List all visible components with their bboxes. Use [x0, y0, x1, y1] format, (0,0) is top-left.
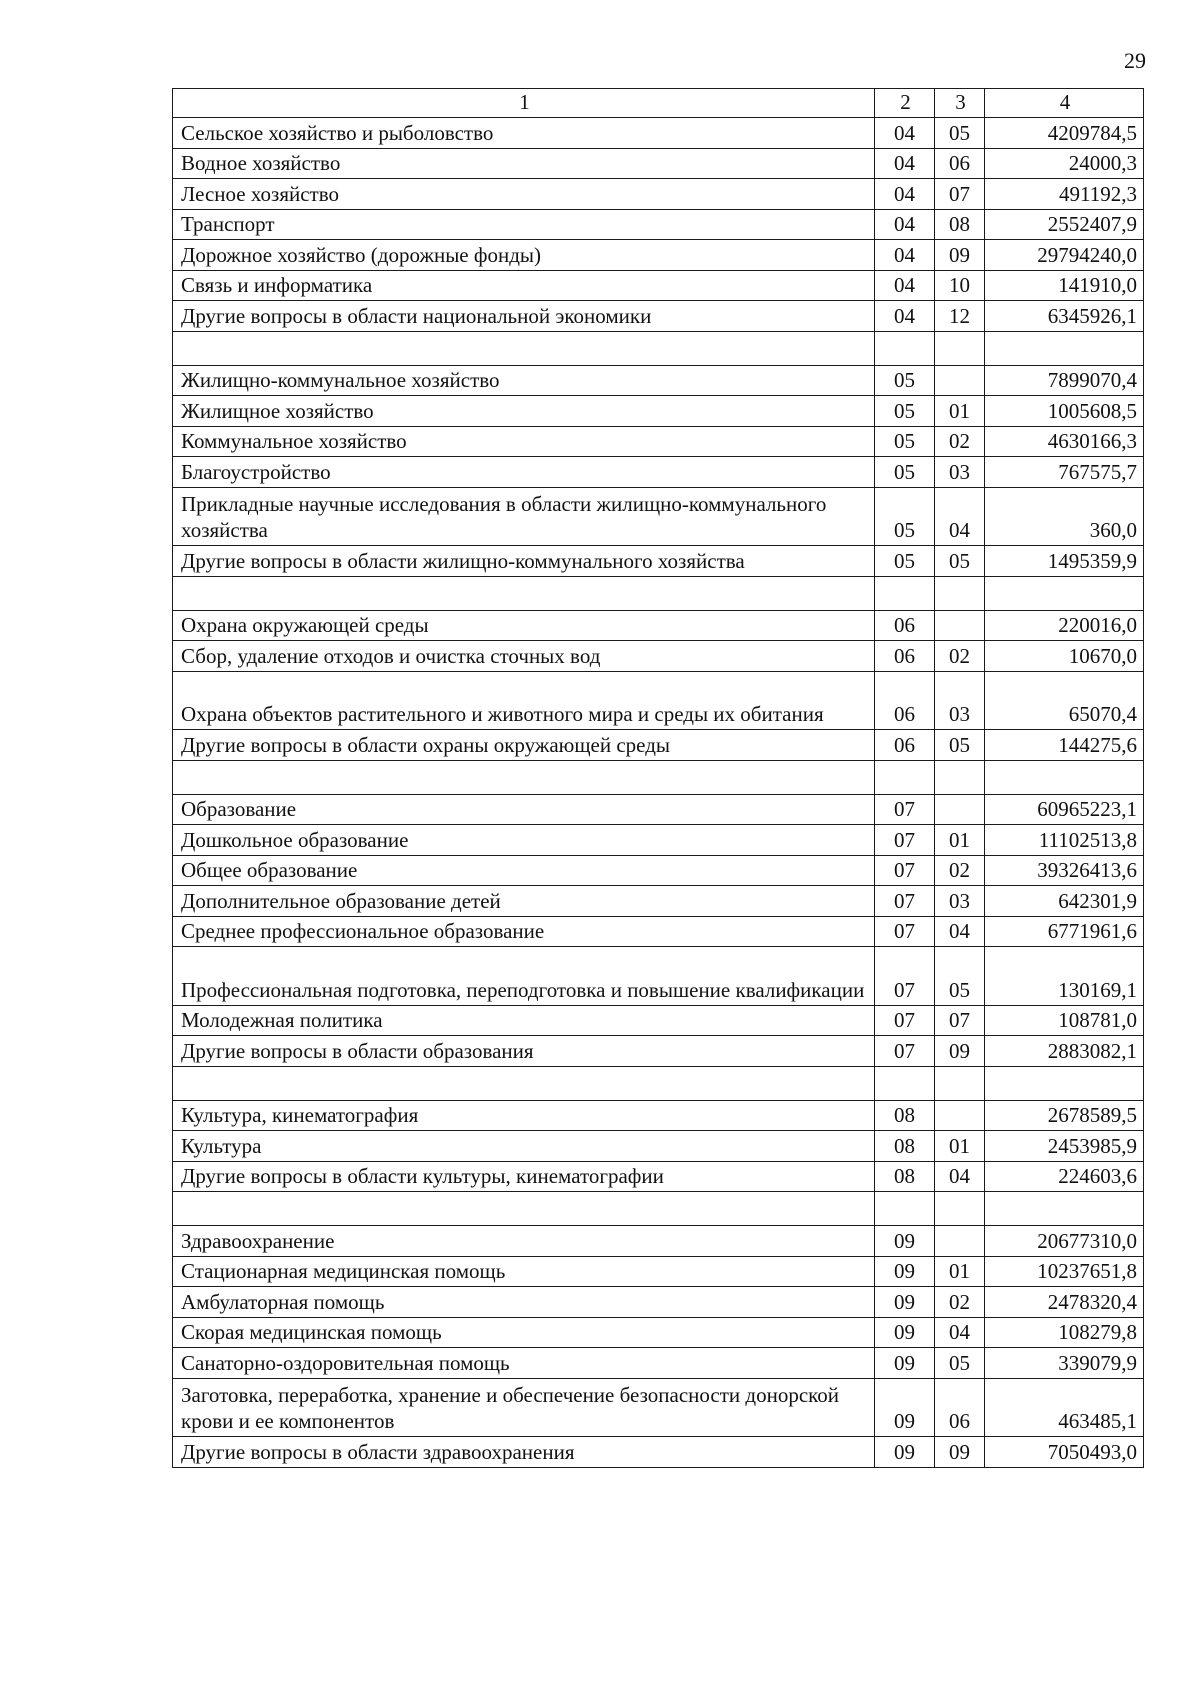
budget-table-body: [173, 89, 1144, 1468]
table-row: [173, 730, 1144, 761]
row-subsection-code-cell: 12: [935, 301, 985, 332]
empty-cell: [173, 760, 875, 794]
table-row: [173, 610, 1144, 641]
row-section-code-cell: 05: [875, 457, 935, 488]
row-amount-cell: 360,0: [985, 487, 1144, 546]
empty-cell: [173, 1066, 875, 1100]
row-amount-cell: 39326413,6: [985, 855, 1144, 886]
row-amount-cell: 29794240,0: [985, 240, 1144, 271]
table-row: [173, 1226, 1144, 1257]
table-row: [173, 641, 1144, 672]
row-amount-cell: 2552407,9: [985, 209, 1144, 240]
row-amount-cell: 108279,8: [985, 1317, 1144, 1348]
row-subsection-code-cell: 01: [935, 1131, 985, 1162]
row-section-code-cell: 05: [875, 546, 935, 577]
row-amount-cell: 6345926,1: [985, 301, 1144, 332]
row-section-code-cell: 07: [875, 947, 935, 1006]
table-header-row: [173, 89, 1144, 118]
row-section-code-cell: 09: [875, 1378, 935, 1437]
table-row: [173, 794, 1144, 825]
empty-cell: [935, 760, 985, 794]
row-section-code-cell: 07: [875, 1036, 935, 1067]
row-amount-cell: 65070,4: [985, 671, 1144, 730]
table-row: [173, 1437, 1144, 1468]
row-amount-cell: 642301,9: [985, 886, 1144, 917]
table-row: [173, 1348, 1144, 1379]
empty-cell: [985, 1192, 1144, 1226]
row-section-code-cell: 09: [875, 1437, 935, 1468]
table-row: [173, 487, 1144, 546]
row-name-cell: Жилищное хозяйство: [173, 396, 875, 427]
row-section-code-cell: 06: [875, 610, 935, 641]
row-subsection-code-cell: 01: [935, 825, 985, 856]
row-section-code-cell: 04: [875, 118, 935, 149]
row-name-cell: Культура: [173, 1131, 875, 1162]
row-subsection-code-cell: 03: [935, 457, 985, 488]
row-amount-cell: 767575,7: [985, 457, 1144, 488]
row-name-cell: Транспорт: [173, 209, 875, 240]
row-section-code-cell: 06: [875, 730, 935, 761]
row-subsection-code-cell: 02: [935, 855, 985, 886]
row-name-cell: Другие вопросы в области национальной экономики: [173, 301, 875, 332]
row-amount-cell: 10670,0: [985, 641, 1144, 672]
row-name-cell: Профессиональная подготовка, переподготовка и повышение квалификации: [173, 947, 875, 1006]
row-subsection-code-cell: 03: [935, 671, 985, 730]
row-section-code-cell: 04: [875, 209, 935, 240]
row-name-cell: Водное хозяйство: [173, 148, 875, 179]
empty-cell: [985, 576, 1144, 610]
table-row: [173, 1100, 1144, 1131]
row-amount-cell: 130169,1: [985, 947, 1144, 1006]
row-section-code-cell: 04: [875, 301, 935, 332]
row-subsection-code-cell: 07: [935, 179, 985, 210]
row-subsection-code-cell: 05: [935, 1348, 985, 1379]
row-section-code-cell: 07: [875, 825, 935, 856]
row-name-cell: Общее образование: [173, 855, 875, 886]
row-name-cell: Жилищно-коммунальное хозяйство: [173, 365, 875, 396]
row-section-code-cell: 05: [875, 426, 935, 457]
table-row: [173, 240, 1144, 271]
row-name-cell: Дошкольное образование: [173, 825, 875, 856]
row-name-cell: Благоустройство: [173, 457, 875, 488]
empty-cell: [173, 1192, 875, 1226]
empty-cell: [875, 1192, 935, 1226]
row-subsection-code-cell: [935, 794, 985, 825]
header-cell-amount: 4: [985, 89, 1144, 118]
row-section-code-cell: 04: [875, 240, 935, 271]
row-amount-cell: 4209784,5: [985, 118, 1144, 149]
row-subsection-code-cell: 06: [935, 1378, 985, 1437]
empty-cell: [875, 1066, 935, 1100]
row-name-cell: Среднее профессиональное образование: [173, 916, 875, 947]
row-subsection-code-cell: [935, 1100, 985, 1131]
row-section-code-cell: 05: [875, 487, 935, 546]
table-spacer-row: [173, 760, 1144, 794]
row-name-cell: Дополнительное образование детей: [173, 886, 875, 917]
row-amount-cell: 11102513,8: [985, 825, 1144, 856]
table-spacer-row: [173, 1192, 1144, 1226]
row-amount-cell: 1495359,9: [985, 546, 1144, 577]
table-row: [173, 1005, 1144, 1036]
row-section-code-cell: 09: [875, 1226, 935, 1257]
table-row: [173, 426, 1144, 457]
empty-cell: [875, 576, 935, 610]
header-cell-subsection: 3: [935, 89, 985, 118]
table-row: [173, 947, 1144, 1006]
table-row: [173, 1378, 1144, 1437]
row-section-code-cell: 05: [875, 396, 935, 427]
row-amount-cell: 2678589,5: [985, 1100, 1144, 1131]
row-amount-cell: 24000,3: [985, 148, 1144, 179]
empty-cell: [875, 760, 935, 794]
row-subsection-code-cell: 05: [935, 730, 985, 761]
table-row: [173, 457, 1144, 488]
table-row: [173, 1161, 1144, 1192]
row-name-cell: Другие вопросы в области образования: [173, 1036, 875, 1067]
row-section-code-cell: 04: [875, 148, 935, 179]
row-subsection-code-cell: 02: [935, 426, 985, 457]
table-row: [173, 301, 1144, 332]
table-row: [173, 209, 1144, 240]
row-subsection-code-cell: 05: [935, 947, 985, 1006]
row-section-code-cell: 06: [875, 671, 935, 730]
row-subsection-code-cell: 04: [935, 487, 985, 546]
row-amount-cell: 4630166,3: [985, 426, 1144, 457]
row-name-cell: Амбулаторная помощь: [173, 1287, 875, 1318]
row-amount-cell: 7899070,4: [985, 365, 1144, 396]
row-section-code-cell: 04: [875, 270, 935, 301]
table-row: [173, 179, 1144, 210]
row-amount-cell: 463485,1: [985, 1378, 1144, 1437]
row-subsection-code-cell: 04: [935, 1317, 985, 1348]
row-subsection-code-cell: 09: [935, 1036, 985, 1067]
row-section-code-cell: 07: [875, 1005, 935, 1036]
row-amount-cell: 144275,6: [985, 730, 1144, 761]
table-row: [173, 886, 1144, 917]
empty-cell: [985, 331, 1144, 365]
row-subsection-code-cell: [935, 1226, 985, 1257]
table-row: [173, 1256, 1144, 1287]
header-cell-section: 2: [875, 89, 935, 118]
table-row: [173, 270, 1144, 301]
row-amount-cell: 2453985,9: [985, 1131, 1144, 1162]
table-row: [173, 546, 1144, 577]
header-cell-name: 1: [173, 89, 875, 118]
row-name-cell: Сбор, удаление отходов и очистка сточных вод: [173, 641, 875, 672]
row-name-cell: Связь и информатика: [173, 270, 875, 301]
table-row: [173, 365, 1144, 396]
row-section-code-cell: 07: [875, 855, 935, 886]
row-subsection-code-cell: 07: [935, 1005, 985, 1036]
row-section-code-cell: 06: [875, 641, 935, 672]
row-subsection-code-cell: [935, 365, 985, 396]
row-subsection-code-cell: 08: [935, 209, 985, 240]
table-row: [173, 671, 1144, 730]
row-subsection-code-cell: 10: [935, 270, 985, 301]
row-subsection-code-cell: 05: [935, 118, 985, 149]
row-section-code-cell: 04: [875, 179, 935, 210]
row-amount-cell: 1005608,5: [985, 396, 1144, 427]
row-subsection-code-cell: 01: [935, 396, 985, 427]
table-spacer-row: [173, 1066, 1144, 1100]
row-name-cell: Культура, кинематография: [173, 1100, 875, 1131]
empty-cell: [935, 1192, 985, 1226]
empty-cell: [173, 576, 875, 610]
row-section-code-cell: 05: [875, 365, 935, 396]
empty-cell: [173, 331, 875, 365]
row-name-cell: Молодежная политика: [173, 1005, 875, 1036]
row-section-code-cell: 09: [875, 1348, 935, 1379]
table-row: [173, 396, 1144, 427]
table-row: [173, 148, 1144, 179]
empty-cell: [985, 760, 1144, 794]
empty-cell: [935, 1066, 985, 1100]
table-row: [173, 118, 1144, 149]
row-name-cell: Другие вопросы в области охраны окружающей среды: [173, 730, 875, 761]
row-name-cell: Скорая медицинская помощь: [173, 1317, 875, 1348]
row-amount-cell: 2883082,1: [985, 1036, 1144, 1067]
empty-cell: [935, 576, 985, 610]
table-row: [173, 825, 1144, 856]
empty-cell: [935, 331, 985, 365]
row-section-code-cell: 07: [875, 916, 935, 947]
row-subsection-code-cell: [935, 610, 985, 641]
row-name-cell: Стационарная медицинская помощь: [173, 1256, 875, 1287]
table-spacer-row: [173, 576, 1144, 610]
row-name-cell: Здравоохранение: [173, 1226, 875, 1257]
row-subsection-code-cell: 03: [935, 886, 985, 917]
row-name-cell: Образование: [173, 794, 875, 825]
row-section-code-cell: 09: [875, 1287, 935, 1318]
row-subsection-code-cell: 02: [935, 1287, 985, 1318]
row-subsection-code-cell: 06: [935, 148, 985, 179]
row-name-cell: Другие вопросы в области здравоохранения: [173, 1437, 875, 1468]
row-section-code-cell: 09: [875, 1256, 935, 1287]
row-name-cell: Охрана окружающей среды: [173, 610, 875, 641]
row-subsection-code-cell: 02: [935, 641, 985, 672]
row-name-cell: Заготовка, переработка, хранение и обеспечение безопасности донорской крови и ее компонентов: [173, 1378, 875, 1437]
row-name-cell: Санаторно-оздоровительная помощь: [173, 1348, 875, 1379]
budget-table: [172, 88, 1144, 1468]
empty-cell: [875, 331, 935, 365]
table-row: [173, 1287, 1144, 1318]
row-name-cell: Другие вопросы в области культуры, кинематографии: [173, 1161, 875, 1192]
row-subsection-code-cell: 09: [935, 240, 985, 271]
row-name-cell: Дорожное хозяйство (дорожные фонды): [173, 240, 875, 271]
row-amount-cell: 339079,9: [985, 1348, 1144, 1379]
table-row: [173, 855, 1144, 886]
table-row: [173, 1131, 1144, 1162]
row-amount-cell: 7050493,0: [985, 1437, 1144, 1468]
row-section-code-cell: 07: [875, 886, 935, 917]
row-amount-cell: 108781,0: [985, 1005, 1144, 1036]
empty-cell: [985, 1066, 1144, 1100]
row-subsection-code-cell: 01: [935, 1256, 985, 1287]
row-subsection-code-cell: 04: [935, 916, 985, 947]
row-amount-cell: 224603,6: [985, 1161, 1144, 1192]
row-amount-cell: 141910,0: [985, 270, 1144, 301]
row-name-cell: Сельское хозяйство и рыболовство: [173, 118, 875, 149]
row-subsection-code-cell: 09: [935, 1437, 985, 1468]
table-spacer-row: [173, 331, 1144, 365]
row-name-cell: Охрана объектов растительного и животного мира и среды их обитания: [173, 671, 875, 730]
table-row: [173, 1036, 1144, 1067]
row-amount-cell: 20677310,0: [985, 1226, 1144, 1257]
row-amount-cell: 220016,0: [985, 610, 1144, 641]
row-section-code-cell: 09: [875, 1317, 935, 1348]
row-amount-cell: 491192,3: [985, 179, 1144, 210]
table-row: [173, 916, 1144, 947]
row-section-code-cell: 08: [875, 1131, 935, 1162]
row-name-cell: Прикладные научные исследования в области жилищно-коммунального хозяйства: [173, 487, 875, 546]
row-amount-cell: 6771961,6: [985, 916, 1144, 947]
row-subsection-code-cell: 05: [935, 546, 985, 577]
row-amount-cell: 2478320,4: [985, 1287, 1144, 1318]
row-section-code-cell: 08: [875, 1161, 935, 1192]
row-amount-cell: 10237651,8: [985, 1256, 1144, 1287]
row-amount-cell: 60965223,1: [985, 794, 1144, 825]
page-number: 29: [1124, 48, 1146, 73]
row-name-cell: Лесное хозяйство: [173, 179, 875, 210]
row-section-code-cell: 08: [875, 1100, 935, 1131]
table-row: [173, 1317, 1144, 1348]
row-subsection-code-cell: 04: [935, 1161, 985, 1192]
row-name-cell: Коммунальное хозяйство: [173, 426, 875, 457]
row-section-code-cell: 07: [875, 794, 935, 825]
row-name-cell: Другие вопросы в области жилищно-коммунального хозяйства: [173, 546, 875, 577]
